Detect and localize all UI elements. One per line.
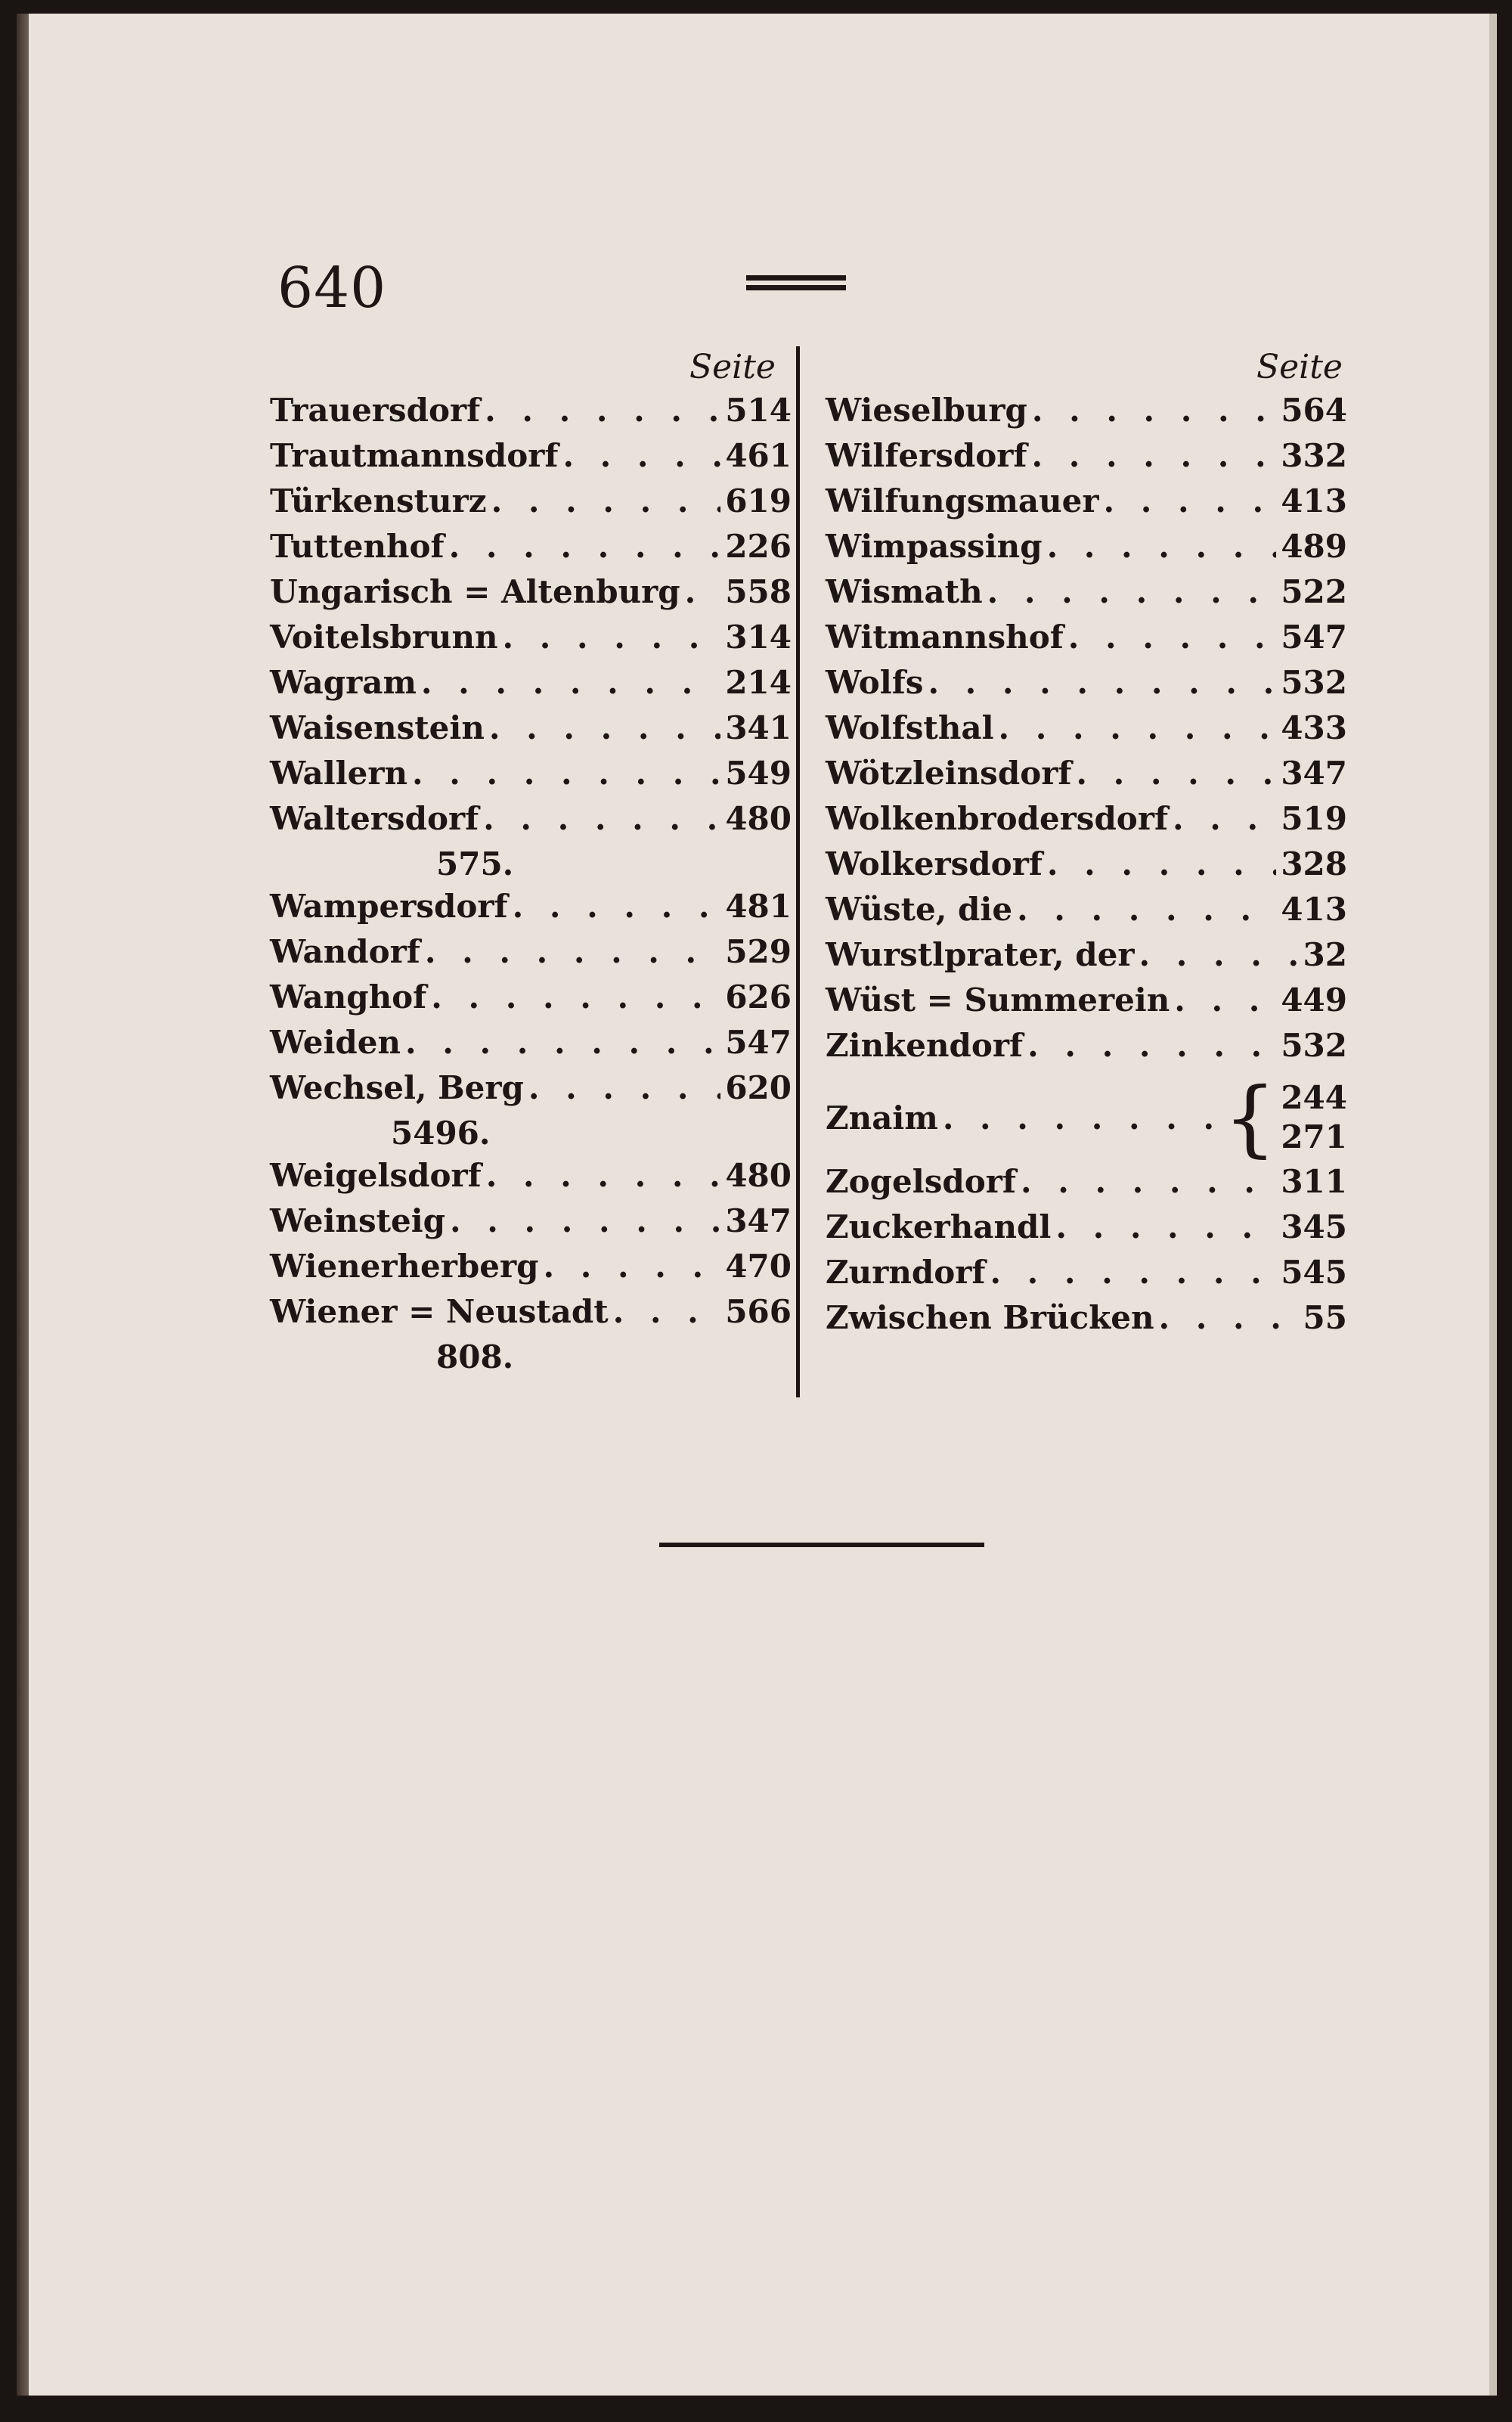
entry-name: Zwischen Brücken bbox=[826, 1299, 1154, 1336]
entry-pages bbox=[1281, 1078, 1347, 1157]
entry-page: 449 bbox=[1281, 982, 1347, 1019]
entry-page: 480 bbox=[725, 1157, 792, 1194]
index-entry bbox=[270, 619, 792, 664]
index-entry bbox=[270, 1293, 792, 1338]
index-entry bbox=[270, 1157, 792, 1202]
entry-name: Wüst = Summerein bbox=[826, 982, 1170, 1019]
entry-page: 549 bbox=[725, 755, 792, 792]
page-number: 640 bbox=[277, 256, 387, 321]
entry-name: Wagram bbox=[270, 664, 417, 701]
entry-page: 470 bbox=[725, 1248, 792, 1285]
entry-page: 226 bbox=[725, 528, 792, 565]
entry-page: 347 bbox=[1281, 755, 1347, 792]
column-divider bbox=[796, 346, 800, 1397]
entry-name: Zinkendorf bbox=[826, 1027, 1024, 1064]
entry-name: Wienerherberg bbox=[270, 1248, 539, 1285]
index-entry bbox=[826, 437, 1347, 482]
entry-name: Witmannshof bbox=[826, 619, 1064, 656]
entry-page: 545 bbox=[1281, 1254, 1347, 1291]
entry-name: Wurstlprater, der bbox=[826, 936, 1135, 973]
entry-page: 619 bbox=[725, 482, 792, 519]
index-entry bbox=[270, 482, 792, 528]
entry-name: Wötzleinsdorf bbox=[826, 755, 1072, 792]
entry-name: Wolkersdorf bbox=[826, 845, 1043, 882]
index-entry bbox=[826, 1299, 1347, 1344]
right-column-header: Seite bbox=[1256, 348, 1343, 386]
entry-page: 519 bbox=[1281, 800, 1347, 837]
entry-name: Waltersdorf bbox=[270, 800, 479, 837]
book-page bbox=[17, 14, 1497, 2396]
index-entry bbox=[270, 1024, 792, 1069]
entry-name: Wüste, die bbox=[826, 891, 1013, 928]
entry-page: 558 bbox=[725, 573, 792, 610]
entry-name: Zogelsdorf bbox=[826, 1163, 1016, 1200]
entry-name: Wolfsthal bbox=[826, 709, 994, 746]
index-entry bbox=[270, 1202, 792, 1248]
entry-page: 522 bbox=[1281, 573, 1347, 610]
entry-name: Wolkenbrodersdorf bbox=[826, 800, 1169, 837]
entry-name: Wieselburg bbox=[826, 392, 1027, 429]
entry-name: Wilfersdorf bbox=[826, 437, 1027, 474]
entry-name: Türkensturz bbox=[270, 482, 487, 519]
index-entry bbox=[826, 936, 1347, 982]
entry-name: Zurndorf bbox=[826, 1254, 986, 1291]
entry-name: Ungarisch = Altenburg bbox=[270, 573, 680, 610]
index-entry bbox=[826, 891, 1347, 936]
entry-page: 480 bbox=[725, 800, 792, 837]
index-entry bbox=[826, 619, 1347, 664]
entry-page: 547 bbox=[725, 1024, 792, 1061]
entry-continuation: 808. bbox=[436, 1338, 514, 1375]
index-entry bbox=[270, 800, 792, 845]
entry-name: Weigelsdorf bbox=[270, 1157, 482, 1194]
book-spine bbox=[17, 14, 29, 2396]
entry-name: Weiden bbox=[270, 1024, 401, 1061]
entry-page: 626 bbox=[725, 978, 792, 1016]
index-entry bbox=[270, 978, 792, 1024]
brace-glyph: { bbox=[1223, 1069, 1277, 1166]
index-entry bbox=[826, 1254, 1347, 1299]
entry-page: 514 bbox=[725, 392, 792, 429]
index-entry bbox=[270, 664, 792, 709]
entry-page: 271 bbox=[1281, 1118, 1347, 1155]
entry-name: Wolfs bbox=[826, 664, 924, 701]
entry-page: 314 bbox=[725, 619, 792, 656]
left-index-column bbox=[270, 392, 792, 1381]
index-entry bbox=[826, 482, 1347, 528]
entry-page: 55 bbox=[1303, 1299, 1347, 1336]
entry-page: 244 bbox=[1281, 1079, 1347, 1116]
entry-name: Waisenstein bbox=[270, 709, 485, 746]
index-entry bbox=[270, 392, 792, 437]
index-entry bbox=[826, 392, 1347, 437]
index-entry bbox=[826, 664, 1347, 709]
index-entry bbox=[826, 1163, 1347, 1208]
index-entry bbox=[826, 573, 1347, 619]
entry-page: 564 bbox=[1281, 392, 1347, 429]
index-entry bbox=[270, 573, 792, 619]
entry-name: Wampersdorf bbox=[270, 888, 508, 925]
index-entry-znaim bbox=[826, 1069, 1347, 1166]
entry-page: 620 bbox=[725, 1069, 792, 1106]
entry-name: Wechsel, Berg bbox=[270, 1069, 524, 1106]
index-entry bbox=[270, 888, 792, 933]
entry-page: 32 bbox=[1303, 936, 1347, 973]
index-entry bbox=[826, 528, 1347, 573]
entry-page: 547 bbox=[1281, 619, 1347, 656]
index-entry bbox=[270, 437, 792, 482]
index-entry bbox=[270, 709, 792, 755]
index-entry bbox=[270, 755, 792, 800]
entry-page: 566 bbox=[725, 1293, 792, 1330]
entry-name: Wiener = Neustadt bbox=[270, 1293, 609, 1330]
entry-page: 413 bbox=[1281, 891, 1347, 928]
entry-page: 328 bbox=[1281, 845, 1347, 882]
entry-page: 532 bbox=[1281, 1027, 1347, 1064]
entry-page: 214 bbox=[725, 664, 792, 701]
entry-name: Zuckerhandl bbox=[826, 1208, 1052, 1245]
entry-page: 311 bbox=[1281, 1163, 1347, 1200]
entry-name: Voitelsbrunn bbox=[270, 619, 498, 656]
entry-name: Wallern bbox=[270, 755, 408, 792]
index-entry bbox=[826, 1027, 1347, 1072]
entry-continuation: 575. bbox=[436, 845, 514, 882]
entry-name: Wimpassing bbox=[826, 528, 1043, 565]
left-column-header: Seite bbox=[689, 348, 776, 386]
entry-name: Wanghof bbox=[270, 978, 427, 1016]
entry-name: Wismath bbox=[826, 573, 983, 610]
entry-name: Trauersdorf bbox=[270, 392, 481, 429]
index-entry bbox=[270, 528, 792, 573]
entry-page: 332 bbox=[1281, 437, 1347, 474]
entry-page: 481 bbox=[725, 888, 792, 925]
entry-name: Wilfungsmauer bbox=[826, 482, 1099, 519]
header-ornament-rule bbox=[746, 275, 846, 290]
index-entry bbox=[826, 800, 1347, 845]
entry-page: 345 bbox=[1281, 1208, 1347, 1245]
index-entry bbox=[826, 1208, 1347, 1254]
entry-page: 461 bbox=[725, 437, 792, 474]
entry-page: 347 bbox=[725, 1202, 792, 1239]
entry-name: Znaim bbox=[826, 1099, 938, 1137]
index-entry bbox=[826, 709, 1347, 755]
entry-name: Wandorf bbox=[270, 933, 420, 970]
entry-page: 413 bbox=[1281, 482, 1347, 519]
entry-page: 489 bbox=[1281, 528, 1347, 565]
entry-page: 341 bbox=[725, 709, 792, 746]
index-entry bbox=[826, 982, 1347, 1027]
index-entry bbox=[270, 1069, 792, 1115]
entry-name: Trautmannsdorf bbox=[270, 437, 559, 474]
index-entry bbox=[826, 755, 1347, 800]
index-entry bbox=[826, 845, 1347, 891]
entry-continuation: 5496. bbox=[391, 1115, 491, 1152]
entry-name: Tuttenhof bbox=[270, 528, 445, 565]
right-index-column bbox=[826, 392, 1347, 1344]
entry-page: 529 bbox=[725, 933, 792, 970]
index-entry bbox=[270, 933, 792, 978]
closing-rule bbox=[659, 1543, 984, 1547]
entry-name: Weinsteig bbox=[270, 1202, 446, 1239]
entry-page: 433 bbox=[1281, 709, 1347, 746]
index-entry bbox=[270, 1248, 792, 1293]
entry-page: 532 bbox=[1281, 664, 1347, 701]
